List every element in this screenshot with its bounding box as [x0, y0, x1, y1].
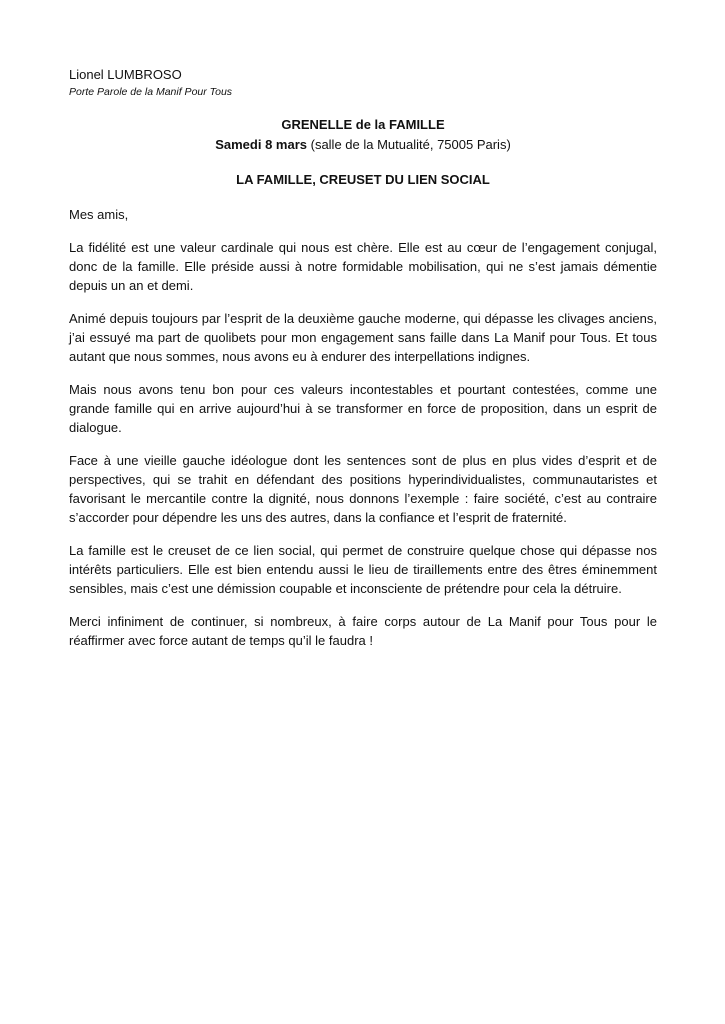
event-location: (salle de la Mutualité, 75005 Paris) — [307, 137, 511, 152]
author-name: Lionel LUMBROSO — [69, 67, 182, 82]
salutation: Mes amis, — [69, 207, 129, 222]
event-date-line — [69, 135, 657, 155]
event-date: Samedi 8 mars — [215, 137, 307, 152]
event-title: GRENELLE de la FAMILLE — [281, 117, 445, 132]
paragraph-6: Merci infiniment de continuer, si nombreux, à faire corps autour de La Manif pour Tous pour le réaffirmer avec force autant de temps qu’il le faudra ! — [69, 614, 657, 648]
paragraph-1: La fidélité est une valeur cardinale qui nous est chère. Elle est au cœur de l’engagement conjugal, donc de la famille. Elle préside aussi à notre formidable mobilisation, qui ne s’est jamais démentie depuis un an et demi. — [69, 240, 657, 293]
author-role: Porte Parole de la Manif Pour Tous — [69, 86, 233, 98]
document-subtitle: LA FAMILLE, CREUSET DU LIEN SOCIAL — [236, 172, 490, 187]
paragraph-3: Mais nous avons tenu bon pour ces valeurs incontestables et pourtant contestées, comme une grande famille qui en arrive aujourd’hui à se transformer en force de proposition, dans un esprit de dialogue. — [69, 382, 657, 435]
paragraph-2: Animé depuis toujours par l’esprit de la deuxième gauche moderne, qui dépasse les clivages anciens, j’ai essuyé ma part de quolibets pour mon engagement sans faille dans La Manif pour Tous. Et tous autant que nous sommes, nous avons eu à endurer des interpellations indignes. — [69, 311, 657, 364]
paragraph-4: Face à une vieille gauche idéologue dont les sentences sont de plus en plus vides d’esprit et de perspectives, qui se trahit en défendant des positions hyperindividualistes, communautaristes et favorisant le mercantile contre la dignité, nous donnons l’exemple : faire société, c’est au contraire s’accorder pour dépendre les uns des autres, dans la confiance et l’esprit de fraternité. — [69, 453, 657, 525]
paragraph-5: La famille est le creuset de ce lien social, qui permet de construire quelque chose qui dépasse nos intérêts particuliers. Elle est bien entendu aussi le lieu de tiraillements entre des êtres éminemment sensibles, mais c’est une démission coupable et inconsciente de prétendre pour cela la détruire. — [69, 543, 657, 596]
